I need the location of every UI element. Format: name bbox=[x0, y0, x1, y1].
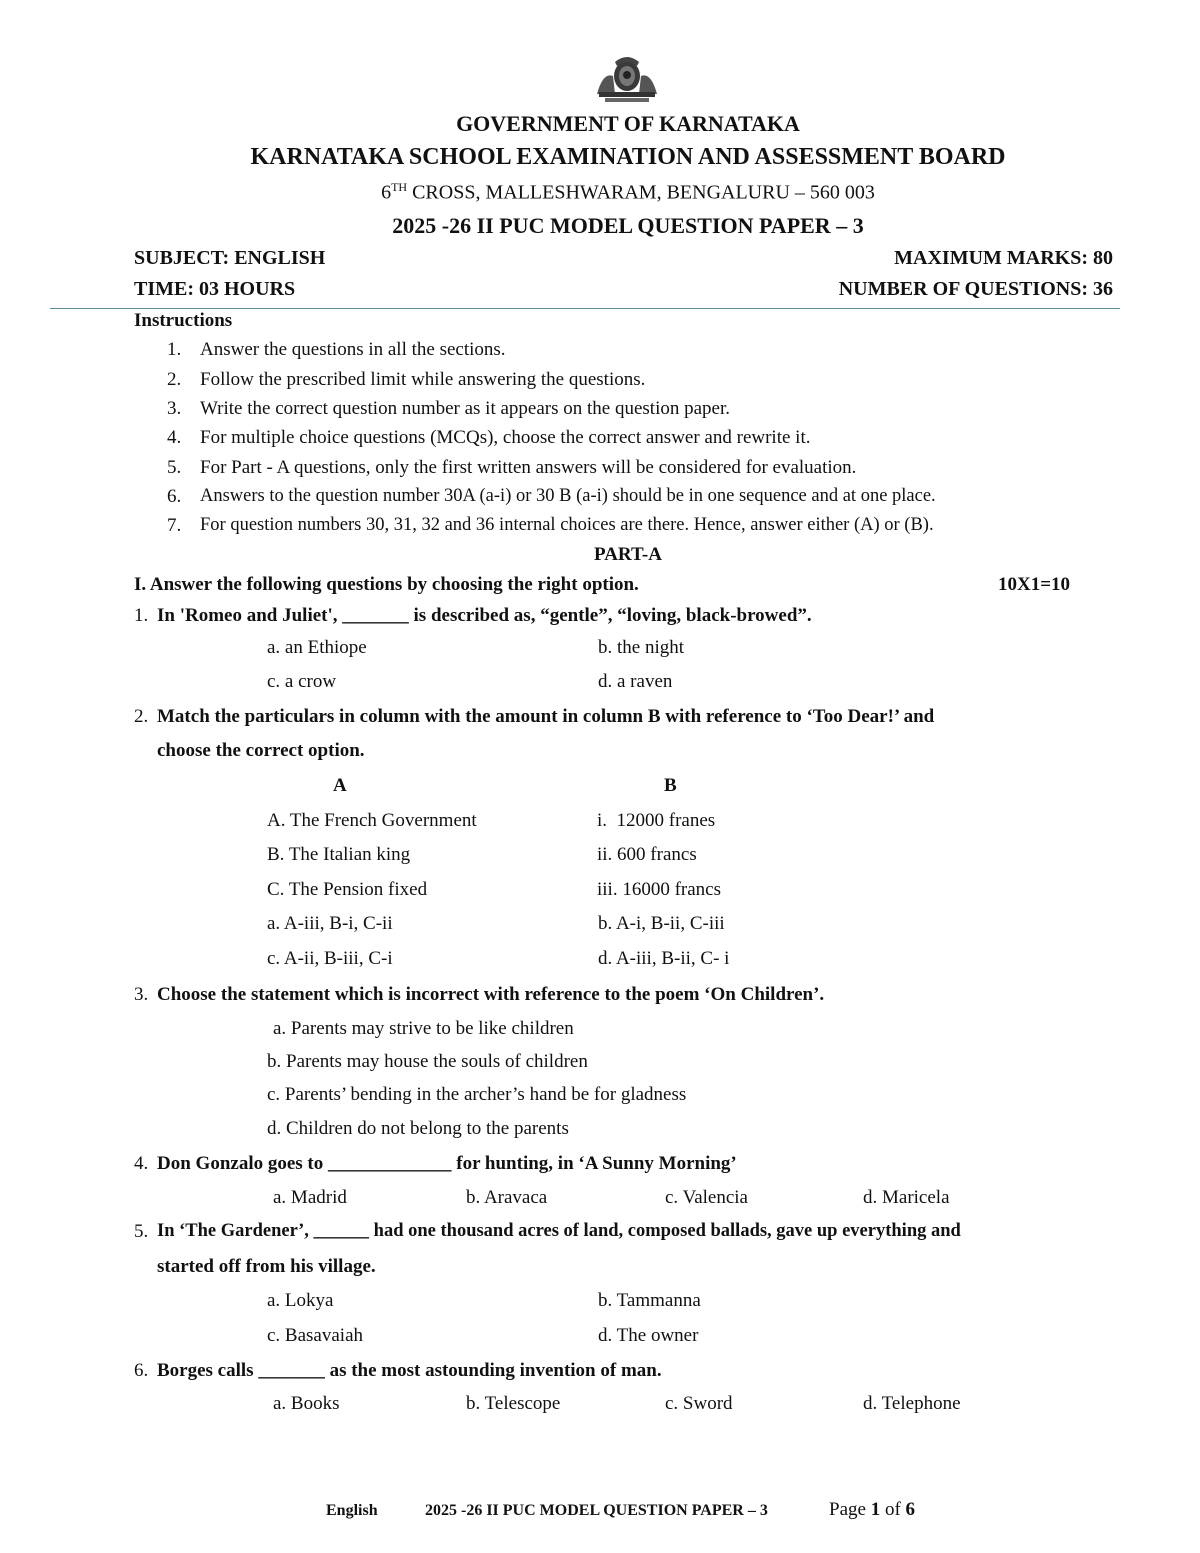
footer-paper-title: 2025 -26 II PUC MODEL QUESTION PAPER – 3 bbox=[425, 1502, 768, 1519]
instruction-num: 2. bbox=[167, 369, 182, 390]
option: b. Parents may house the souls of children bbox=[267, 1051, 588, 1072]
time-label: TIME: 03 HOURS bbox=[134, 278, 296, 300]
question-number: 5. bbox=[134, 1221, 149, 1242]
instruction-text: For Part - A questions, only the first written answers will be considered for evaluation. bbox=[200, 457, 857, 478]
footer-page-indicator: Page 1 of 6 bbox=[829, 1499, 916, 1520]
question-text: Match the particulars in column with the amount in column B with reference to ‘Too Dear!’ and bbox=[157, 706, 935, 727]
paper-title: 2025 -26 II PUC MODEL QUESTION PAPER – 3 bbox=[392, 213, 864, 238]
column-a-item: B. The Italian king bbox=[267, 844, 411, 865]
option: d. A-iii, B-ii, C- i bbox=[598, 948, 730, 969]
question-text: In ‘The Gardener’, ______ had one thousand acres of land, composed ballads, gave up everything and bbox=[157, 1221, 961, 1241]
option: b. the night bbox=[598, 637, 685, 658]
question-text: choose the correct option. bbox=[157, 740, 365, 761]
instruction-num: 5. bbox=[167, 457, 182, 478]
question-text: Borges calls _______ as the most astounding invention of man. bbox=[157, 1360, 662, 1381]
option: c. Valencia bbox=[665, 1187, 748, 1208]
instruction-text: Answers to the question number 30A (a-i) or 30 B (a-i) should be in one sequence and at one place. bbox=[200, 486, 936, 506]
government-title: GOVERNMENT OF KARNATAKA bbox=[456, 111, 800, 136]
instruction-num: 7. bbox=[167, 515, 182, 536]
option: c. Basavaiah bbox=[267, 1325, 364, 1346]
option: a. A-iii, B-i, C-ii bbox=[267, 913, 393, 934]
column-b-item: iii. 16000 francs bbox=[597, 879, 722, 900]
instruction-num: 4. bbox=[167, 427, 182, 448]
option: c. Sword bbox=[665, 1393, 733, 1414]
option: d. Maricela bbox=[863, 1187, 950, 1208]
section-marks: 10X1=10 bbox=[998, 574, 1071, 595]
instruction-text: For multiple choice questions (MCQs), choose the correct answer and rewrite it. bbox=[200, 427, 811, 448]
option: a. Parents may strive to be like children bbox=[273, 1018, 574, 1039]
part-a-heading: PART-A bbox=[594, 544, 662, 565]
instruction-text: Write the correct question number as it appears on the question paper. bbox=[200, 398, 731, 419]
question-number: 2. bbox=[134, 706, 149, 727]
option: b. Tammanna bbox=[598, 1290, 701, 1311]
option: a. Lokya bbox=[267, 1290, 334, 1311]
option: d. Telephone bbox=[863, 1393, 961, 1414]
option: b. Aravaca bbox=[466, 1187, 548, 1208]
column-b-item: i. 12000 franes bbox=[597, 810, 716, 831]
instruction-num: 3. bbox=[167, 398, 182, 419]
option: c. Parents’ bending in the archer’s hand be for gladness bbox=[267, 1084, 687, 1105]
option: a. Madrid bbox=[273, 1187, 347, 1208]
question-text: In 'Romeo and Juliet', _______ is described as, “gentle”, “loving, black-browed”. bbox=[157, 605, 812, 626]
subject-label: SUBJECT: ENGLISH bbox=[134, 247, 326, 269]
question-number: 6. bbox=[134, 1360, 149, 1381]
option: d. The owner bbox=[598, 1325, 699, 1346]
board-title: KARNATAKA SCHOOL EXAMINATION AND ASSESSMENT BOARD bbox=[250, 144, 1006, 170]
option: d. a raven bbox=[598, 671, 673, 692]
question-number: 1. bbox=[134, 605, 149, 626]
question-number: 3. bbox=[134, 984, 149, 1005]
max-marks-label: MAXIMUM MARKS: 80 bbox=[894, 247, 1113, 269]
option: b. Telescope bbox=[466, 1393, 561, 1414]
header-divider bbox=[50, 308, 1120, 309]
instruction-text: Answer the questions in all the sections. bbox=[200, 339, 506, 360]
column-b-item: ii. 600 francs bbox=[597, 844, 697, 865]
question-text: Don Gonzalo goes to _____________ for hunting, in ‘A Sunny Morning’ bbox=[157, 1153, 737, 1174]
instruction-text: For question numbers 30, 31, 32 and 36 internal choices are there. Hence, answer either (A) or (B). bbox=[200, 515, 934, 535]
section-title: I. Answer the following questions by choosing the right option. bbox=[134, 574, 639, 595]
board-address: 6TH CROSS, MALLESHWARAM, BENGALURU – 560 003 bbox=[381, 180, 875, 204]
option: c. a crow bbox=[267, 671, 337, 692]
instruction-num: 1. bbox=[167, 339, 182, 360]
column-a-item: C. The Pension fixed bbox=[267, 879, 428, 900]
footer-subject: English bbox=[326, 1502, 378, 1519]
column-b-heading: B bbox=[664, 775, 677, 796]
question-text: Choose the statement which is incorrect with reference to the poem ‘On Children’. bbox=[157, 984, 825, 1005]
instruction-num: 6. bbox=[167, 486, 182, 507]
option: b. A-i, B-ii, C-iii bbox=[598, 913, 725, 934]
option: a. an Ethiope bbox=[267, 637, 367, 658]
option: a. Books bbox=[273, 1393, 340, 1414]
option: c. A-ii, B-iii, C-i bbox=[267, 948, 393, 969]
column-a-heading: A bbox=[333, 775, 347, 796]
option: d. Children do not belong to the parents bbox=[267, 1118, 569, 1139]
instruction-text: Follow the prescribed limit while answering the questions. bbox=[200, 369, 646, 390]
question-text: started off from his village. bbox=[157, 1256, 376, 1277]
karnataka-emblem-icon bbox=[593, 54, 661, 104]
instructions-title: Instructions bbox=[134, 310, 233, 331]
num-questions-label: NUMBER OF QUESTIONS: 36 bbox=[838, 278, 1113, 300]
question-number: 4. bbox=[134, 1153, 149, 1174]
column-a-item: A. The French Government bbox=[267, 810, 477, 831]
